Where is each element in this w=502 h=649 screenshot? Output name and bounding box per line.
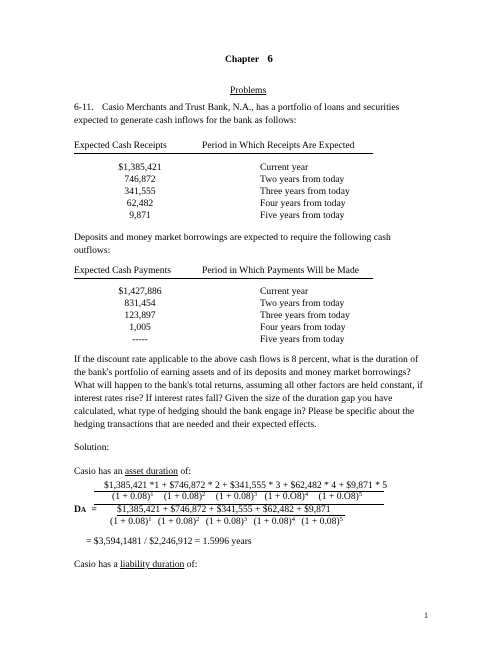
- problem-intro-line2: expected to generate cash inflows for the bank as follows:: [74, 115, 297, 126]
- chapter-title: [225, 54, 273, 65]
- payments-period: Four years from today: [260, 322, 346, 333]
- payments-period: Two years from today: [260, 298, 345, 309]
- receipts-amount: 62,482: [126, 198, 154, 209]
- chapter-number: 6: [267, 53, 273, 65]
- chapter-label: Chapter: [225, 54, 259, 65]
- denominator-base: (1 + 0.08): [163, 491, 203, 502]
- formula-denominators-plain: [110, 517, 343, 527]
- receipts-amount: 9,871: [129, 210, 151, 221]
- liability-duration-intro: [74, 560, 197, 570]
- da-subscript: A: [80, 506, 86, 514]
- asset-intro-suffix: of:: [177, 466, 191, 477]
- receipts-amount: 746,872: [124, 174, 156, 185]
- denominator: [319, 491, 363, 502]
- denominator-base: (1 + 0.O8): [264, 491, 305, 502]
- question-line: hedging transactions that are needed and their expected effects.: [74, 419, 317, 430]
- formula-numerator-plain: $1,385,421 + $746,872 + $341,555 + $62,482 + $9,871: [117, 504, 331, 515]
- exponent: 2: [196, 516, 200, 523]
- payments-col2-header: Period in Which Payments Will be Made: [202, 265, 359, 276]
- exponent: 5: [358, 491, 363, 498]
- receipts-col2-header: Period in Which Receipts Are Expected: [202, 140, 355, 151]
- receipts-period: Current year: [260, 162, 309, 173]
- page-number: 1: [424, 611, 428, 620]
- denominator-base: (1 + 0.08): [157, 516, 197, 527]
- question-line: calculated, what type of hedging should the bank engage in? Please be specific about the: [74, 406, 415, 417]
- receipts-period: Five years from today: [260, 210, 345, 221]
- question-line: interest rates rise? If interest rates fall? Given the size of the duration gap you have: [74, 393, 393, 404]
- liability-intro-prefix: Casio has a: [74, 559, 121, 570]
- payments-amount: $1,427,886: [118, 286, 162, 297]
- question-line: If the discount rate applicable to the above cash flows is 8 percent, what is the duration of: [74, 354, 419, 365]
- payments-amount: 123,897: [124, 310, 156, 321]
- receipts-period: Four years from today: [260, 198, 346, 209]
- denominator-base: (1 + 0.08): [112, 491, 151, 502]
- exponent: 1: [148, 516, 152, 523]
- denominator: [265, 491, 309, 502]
- denominator: [110, 516, 151, 527]
- receipts-amount: 341,555: [124, 186, 156, 197]
- duration-result: = $3,594,1481 / $2,246,912 = 1.5996 years: [86, 536, 252, 547]
- problem-intro-text: Casio Merchants and Trust Bank, N.A., has a portfolio of loans and securities: [102, 102, 400, 113]
- denominator: [216, 491, 257, 502]
- asset-duration-term: asset duration: [124, 466, 178, 477]
- asset-duration-intro: [74, 467, 191, 477]
- receipts-header-rule: [74, 153, 373, 154]
- question-line: the bank's portfolio of earning assets and of its deposits and money market borrowings?: [74, 367, 411, 378]
- payments-period: Current year: [260, 286, 309, 297]
- payments-period: Three years from today: [260, 310, 350, 321]
- denominator: [164, 491, 205, 502]
- da-letter: D: [74, 504, 81, 515]
- receipts-period: Three years from today: [260, 186, 350, 197]
- exponent: 3: [253, 491, 258, 498]
- denominator-base: (1 + 0.08): [205, 516, 244, 527]
- problem-intro-line1: [74, 103, 399, 113]
- solution-label: Solution:: [74, 442, 110, 453]
- da-symbol: [74, 505, 97, 515]
- section-heading: Problems: [230, 85, 267, 96]
- receipts-period: Two years from today: [260, 174, 345, 185]
- liability-duration-term: liability duration: [120, 559, 185, 570]
- denominator: [206, 516, 247, 527]
- deposits-line2: outflows:: [74, 245, 111, 256]
- exponent: 5: [339, 516, 343, 523]
- payments-amount: -----: [132, 334, 148, 345]
- formula-numerator-weighted: $1,385,421 *1 + $746,872 * 2 + $341,555 * 3 + $62,482 * 4 + $9,871 * 5: [104, 480, 388, 491]
- payments-col1-header: Expected Cash Payments: [74, 265, 171, 276]
- formula-denominators-weighted: [112, 492, 362, 502]
- asset-intro-prefix: Casio has an: [74, 466, 125, 477]
- receipts-amount: $1,385,421: [118, 162, 162, 173]
- problem-number: 6-11.: [74, 102, 94, 113]
- denominator-base: (1 + 0.08): [253, 516, 292, 527]
- denominator: [112, 491, 153, 502]
- denominator-base: (1 + 0.08): [301, 516, 340, 527]
- payments-period: Five years from today: [260, 334, 345, 345]
- payments-amount: 1,005: [129, 322, 151, 333]
- denominator-base: (1 + 0.08): [110, 516, 149, 527]
- denominator: [254, 516, 295, 527]
- exponent: 2: [202, 491, 206, 498]
- receipts-col1-header: Expected Cash Receipts: [74, 140, 167, 151]
- denominator-base: (1 + 0.08): [215, 491, 254, 502]
- payments-header-rule: [74, 278, 373, 279]
- exponent: 1: [150, 491, 154, 498]
- deposits-line1: Deposits and money market borrowings are expected to require the following cash: [74, 232, 391, 243]
- exponent: 3: [243, 516, 248, 523]
- question-line: What will happen to the bank's total returns, assuming all other factors are held constant, if: [74, 380, 423, 391]
- exponent: 4: [291, 516, 295, 523]
- payments-amount: 831,454: [124, 298, 156, 309]
- denominator: [301, 516, 342, 527]
- denominator: [158, 516, 199, 527]
- liability-intro-suffix: of:: [184, 559, 198, 570]
- denominator-base: (1 + 0.O8): [318, 491, 359, 502]
- exponent: 4: [304, 491, 309, 498]
- da-equals: =: [91, 504, 97, 515]
